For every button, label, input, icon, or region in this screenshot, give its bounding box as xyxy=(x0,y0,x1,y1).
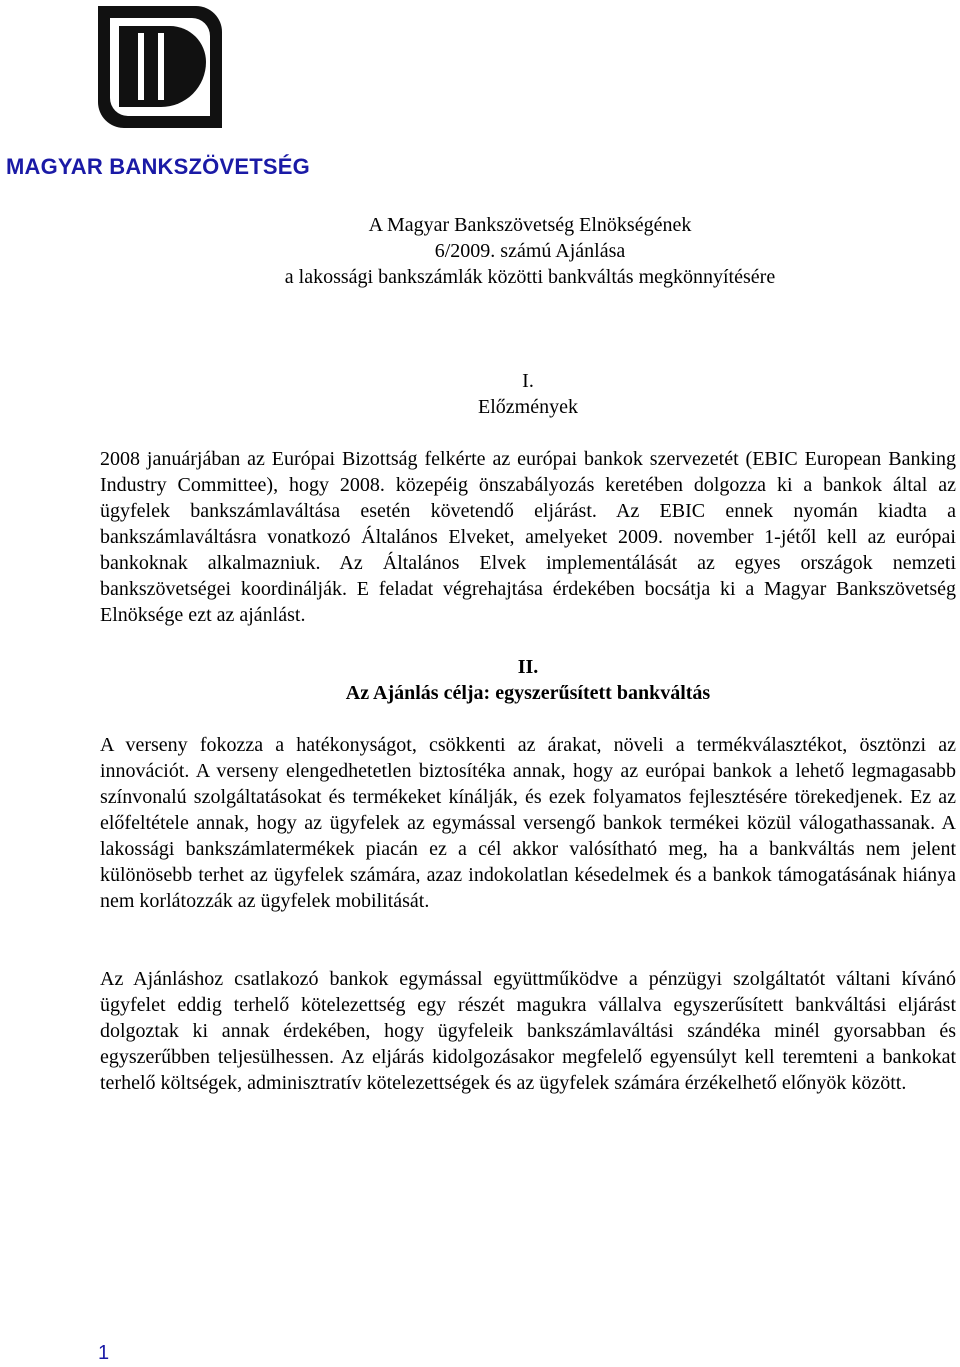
section-2-paragraph-1: A verseny fokozza a hatékonyságot, csökkenti az árakat, növeli a termékválasztékot, ösztönzi az innovációt. A verseny elengedhetetlen biztosítéka annak, hogy az európai bankok a lehető legmagasabb színvonalú szolgáltatásokat és termékeket kínálják, és ezek folyamatos fejlesztésére törekedjenek. Ez az előfeltétele annak, hogy az ügyfelek az egymással versengő bankok termékei közül válogathassanak. A lakossági bankszámlatermékek piacán ez a cél akkor valósítható meg, ha a bankváltás nem jelent különösebb terhet az ügyfelek számára, azaz indokolatlan késedelmek és a bankok támogatásának hiánya nem korlátozzák az ügyfelek mobilitását. xyxy=(100,734,956,912)
page-number: 1 xyxy=(98,1342,110,1364)
section-1-number: I. xyxy=(522,370,534,392)
title-line-3: a lakossági bankszámlák közötti bankváltás megkönnyítésére xyxy=(284,266,776,288)
title-line-2: 6/2009. számú Ajánlása xyxy=(434,240,626,262)
bank-association-logo xyxy=(98,6,222,128)
section-2-paragraph-2: Az Ajánláshoz csatlakozó bankok egymással együttműködve a pénzügyi szolgáltatót váltani kívánó ügyfelet eddig terhelő kötelezettség egy részét magukra vállalva egyszerűsített bankváltási eljárást dolgoztak ki annak érdekében, hogy ügyfeleik bankszámlaváltási szándéka minél gyorsabban és egyszerűbben teljesülhessen. Az eljárás kidolgozásakor megfelelő egyensúlyt kell teremteni a bankokat terhelő költségek, adminisztratív kötelezettségek és az ügyfelek számára érzékelhető előnyök között. xyxy=(100,968,956,1094)
organization-name: MAGYAR BANKSZÖVETSÉG xyxy=(6,154,310,179)
section-2-heading: Az Ajánlás célja: egyszerűsített bankváltás xyxy=(345,682,711,704)
section-1-paragraph: 2008 januárjában az Európai Bizottság felkérte az európai bankok szervezetét (EBIC European Banking Industry Committee), hogy 2008. közepéig önszabályozás keretében dolgozza ki a bankok által az ügyfelek bankszámlaváltása esetén követendő eljárást. Az EBIC ennek nyomán kiadta a bankszámlaváltásra vonatkozó Általános Elveket, amelyeket 2009. november 1-jétől kell az európai bankoknak alkalmazniuk. Az Általános Elvek implementálását az egyes országok nemzeti bankszövetségei koordinálják. E feladat végrehajtása érdekében bocsátja ki a Magyar Bankszövetség Elnöksége ezt az ajánlást. xyxy=(100,448,956,626)
title-line-1: A Magyar Bankszövetség Elnökségének xyxy=(368,214,692,236)
section-1-heading: Előzmények xyxy=(478,396,578,418)
document-title xyxy=(0,212,960,290)
section-2-number: II. xyxy=(517,656,539,678)
